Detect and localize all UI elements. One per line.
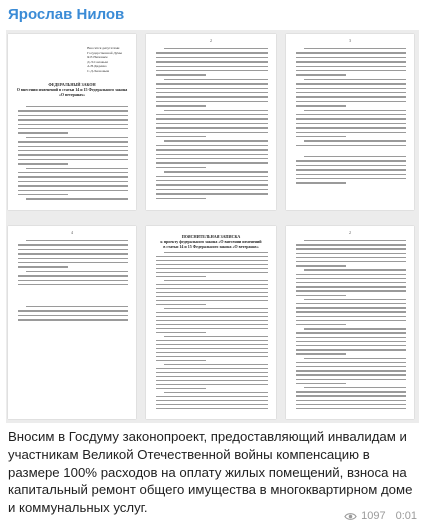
text-line bbox=[156, 198, 206, 199]
document-page-6 bbox=[286, 226, 414, 419]
text-line bbox=[18, 150, 128, 151]
text-line bbox=[26, 106, 128, 107]
text-line bbox=[296, 383, 346, 384]
text-line bbox=[296, 337, 406, 338]
text-line bbox=[18, 176, 128, 177]
text-line bbox=[26, 198, 128, 199]
text-line bbox=[164, 308, 268, 309]
text-line bbox=[156, 332, 206, 333]
text-line bbox=[18, 319, 128, 320]
text-line bbox=[304, 387, 406, 388]
text-line bbox=[296, 408, 406, 409]
page-number: 3 bbox=[349, 38, 351, 43]
text-line bbox=[296, 374, 406, 375]
text-line bbox=[18, 124, 128, 125]
text-line bbox=[296, 74, 346, 75]
text-line bbox=[18, 249, 128, 250]
text-line bbox=[156, 320, 268, 321]
text-line bbox=[156, 268, 268, 269]
text-line bbox=[156, 344, 268, 345]
text-line bbox=[156, 384, 268, 385]
text-line bbox=[156, 296, 268, 297]
text-line bbox=[156, 372, 268, 373]
text-line bbox=[296, 366, 406, 367]
text-line bbox=[18, 284, 128, 285]
text-line bbox=[156, 52, 268, 53]
text-line bbox=[296, 132, 406, 133]
text-line bbox=[296, 61, 406, 62]
text-line bbox=[18, 154, 128, 155]
text-line bbox=[296, 362, 406, 363]
text-line bbox=[156, 154, 268, 155]
text-line bbox=[296, 96, 406, 97]
text-line bbox=[156, 348, 268, 349]
text-line bbox=[18, 115, 128, 116]
document-page-2 bbox=[146, 34, 276, 210]
text-line bbox=[296, 370, 406, 371]
text-line bbox=[304, 358, 406, 359]
text-line bbox=[18, 128, 128, 129]
text-line bbox=[156, 96, 268, 97]
text-line bbox=[18, 185, 128, 186]
text-line bbox=[296, 320, 406, 321]
page-number: 2 bbox=[210, 38, 212, 43]
text-line bbox=[18, 315, 128, 316]
text-line bbox=[296, 265, 346, 266]
text-line bbox=[296, 257, 406, 258]
text-line bbox=[296, 278, 406, 279]
text-line bbox=[156, 256, 268, 257]
text-line bbox=[156, 114, 268, 115]
text-line bbox=[296, 303, 406, 304]
text-line bbox=[156, 276, 206, 277]
text-line bbox=[26, 306, 128, 307]
text-line bbox=[296, 261, 406, 262]
text-line bbox=[296, 395, 406, 396]
text-line bbox=[18, 194, 68, 195]
text-line bbox=[296, 290, 406, 291]
text-line bbox=[156, 66, 268, 67]
text-line bbox=[156, 61, 268, 62]
text-line bbox=[296, 379, 406, 380]
document-page-3 bbox=[286, 34, 414, 210]
text-line bbox=[296, 66, 406, 67]
text-line bbox=[296, 286, 406, 287]
page-title: ФЕДЕРАЛЬНЫЙ ЗАКОН О внесении изменений в статьи 14 и 15 Федерального закона «О ветеранах» bbox=[16, 82, 128, 97]
text-line bbox=[304, 269, 406, 270]
text-line bbox=[296, 114, 406, 115]
text-line bbox=[296, 244, 406, 245]
text-line bbox=[18, 163, 68, 164]
text-line bbox=[156, 127, 268, 128]
text-line bbox=[18, 159, 128, 160]
text-line bbox=[156, 328, 268, 329]
text-line bbox=[296, 118, 406, 119]
text-line bbox=[296, 307, 406, 308]
text-line bbox=[296, 52, 406, 53]
document-page-1 bbox=[8, 34, 136, 210]
text-line bbox=[296, 92, 406, 93]
post-time: 0:01 bbox=[395, 510, 417, 522]
text-line bbox=[296, 182, 346, 183]
text-line bbox=[296, 165, 406, 166]
text-line bbox=[156, 189, 268, 190]
text-line bbox=[156, 404, 268, 405]
document-page-4 bbox=[8, 226, 136, 419]
text-line bbox=[164, 110, 268, 111]
eye-icon bbox=[344, 512, 357, 521]
text-line bbox=[296, 324, 346, 325]
text-line bbox=[18, 262, 128, 263]
text-line bbox=[156, 408, 268, 409]
text-line bbox=[156, 145, 268, 146]
text-line bbox=[26, 240, 128, 241]
text-line bbox=[156, 92, 268, 93]
text-line bbox=[18, 119, 128, 120]
text-line bbox=[296, 178, 406, 179]
text-line bbox=[18, 172, 128, 173]
text-line bbox=[156, 368, 268, 369]
text-line bbox=[156, 356, 268, 357]
text-line bbox=[296, 88, 406, 89]
text-line bbox=[18, 258, 128, 259]
page-header-note: Вносится депутатами Государственной Думы Я.Е.Ниловым Д.Л.Сомовым А.Н.Диденко С.Д.Леоновым bbox=[87, 46, 122, 73]
text-line bbox=[156, 288, 268, 289]
text-line bbox=[156, 184, 268, 185]
text-line bbox=[156, 312, 268, 313]
text-line bbox=[296, 282, 406, 283]
text-line bbox=[296, 105, 346, 106]
text-line bbox=[296, 311, 406, 312]
text-line bbox=[18, 275, 128, 276]
text-line bbox=[156, 167, 206, 168]
text-line bbox=[156, 380, 268, 381]
text-line bbox=[296, 341, 406, 342]
text-line bbox=[296, 253, 406, 254]
text-line bbox=[304, 140, 406, 141]
text-line bbox=[304, 328, 406, 329]
text-line bbox=[164, 392, 268, 393]
text-line bbox=[156, 132, 268, 133]
text-line bbox=[156, 123, 268, 124]
text-line bbox=[304, 79, 406, 80]
text-line bbox=[164, 364, 268, 365]
text-line bbox=[18, 132, 68, 133]
text-line bbox=[18, 310, 128, 311]
text-line bbox=[164, 140, 268, 141]
text-line bbox=[156, 136, 206, 137]
text-line bbox=[156, 57, 268, 58]
text-line bbox=[304, 240, 406, 241]
text-line bbox=[296, 345, 406, 346]
text-line bbox=[304, 110, 406, 111]
text-line bbox=[296, 174, 406, 175]
text-line bbox=[18, 110, 128, 111]
text-line bbox=[156, 105, 206, 106]
text-line bbox=[296, 274, 406, 275]
text-line bbox=[18, 244, 128, 245]
text-line bbox=[164, 48, 268, 49]
text-line bbox=[156, 264, 268, 265]
text-line bbox=[156, 70, 268, 71]
text-line bbox=[156, 74, 206, 75]
page-number: 4 bbox=[71, 230, 73, 235]
text-line bbox=[18, 280, 128, 281]
text-line bbox=[296, 136, 346, 137]
text-line bbox=[304, 48, 406, 49]
text-line bbox=[156, 300, 268, 301]
text-line bbox=[156, 118, 268, 119]
text-line bbox=[18, 253, 128, 254]
text-line bbox=[156, 304, 206, 305]
text-line bbox=[156, 396, 268, 397]
text-line bbox=[156, 88, 268, 89]
author-name[interactable]: Ярослав Нилов bbox=[8, 6, 125, 23]
text-line bbox=[156, 376, 268, 377]
text-line bbox=[296, 349, 406, 350]
document-page-5 bbox=[146, 226, 276, 419]
text-line bbox=[296, 295, 346, 296]
text-line bbox=[296, 127, 406, 128]
text-line bbox=[156, 162, 268, 163]
text-line bbox=[18, 190, 128, 191]
text-line bbox=[296, 123, 406, 124]
text-line bbox=[164, 171, 268, 172]
text-line bbox=[156, 316, 268, 317]
text-line bbox=[296, 332, 406, 333]
text-line bbox=[156, 340, 268, 341]
text-line bbox=[164, 336, 268, 337]
text-line bbox=[156, 260, 268, 261]
text-line bbox=[296, 57, 406, 58]
post-text: Вносим в Госдуму законопроект, предоставляющий инвалидам и участникам Великой Отечественной войны компенсацию в размере 100% расходов на оплату жилых помещений, взноса на капитальный ремонт общего имущества в многоквартирном доме и коммунальных услуг. bbox=[8, 429, 413, 516]
page-title: ПОЯСНИТЕЛЬНАЯ ЗАПИСКА к проекту федерального закона «О внесении изменений в статьи 14 и 15 Федерального закона «О ветеранах» bbox=[160, 234, 262, 249]
text-line bbox=[18, 266, 68, 267]
text-line bbox=[156, 292, 268, 293]
text-line bbox=[156, 272, 268, 273]
page-number: 2 bbox=[349, 230, 351, 235]
text-line bbox=[296, 353, 346, 354]
text-line bbox=[156, 400, 268, 401]
text-line bbox=[18, 181, 128, 182]
text-line bbox=[304, 156, 406, 157]
text-line bbox=[156, 149, 268, 150]
text-line bbox=[164, 79, 268, 80]
text-line bbox=[18, 146, 128, 147]
text-line bbox=[156, 284, 268, 285]
text-line bbox=[164, 252, 268, 253]
text-line bbox=[26, 168, 128, 169]
text-line bbox=[156, 176, 268, 177]
text-line bbox=[296, 400, 406, 401]
text-line bbox=[156, 360, 206, 361]
text-line bbox=[26, 137, 128, 138]
text-line bbox=[296, 391, 406, 392]
text-line bbox=[156, 83, 268, 84]
text-line bbox=[296, 404, 406, 405]
text-line bbox=[156, 101, 268, 102]
text-line bbox=[156, 158, 268, 159]
text-line bbox=[296, 169, 406, 170]
text-line bbox=[26, 271, 128, 272]
text-line bbox=[156, 388, 206, 389]
text-line bbox=[296, 316, 406, 317]
text-line bbox=[18, 141, 128, 142]
text-line bbox=[296, 83, 406, 84]
text-line bbox=[296, 70, 406, 71]
text-line bbox=[304, 299, 406, 300]
text-line bbox=[296, 160, 406, 161]
text-line bbox=[164, 280, 268, 281]
text-line bbox=[156, 352, 268, 353]
text-line bbox=[156, 180, 268, 181]
text-line bbox=[296, 145, 406, 146]
text-line bbox=[296, 101, 406, 102]
text-line bbox=[156, 324, 268, 325]
post-meta bbox=[344, 510, 417, 522]
text-line bbox=[296, 248, 406, 249]
view-count: 1097 bbox=[361, 510, 386, 522]
text-line bbox=[156, 193, 268, 194]
document-image[interactable] bbox=[6, 30, 419, 423]
